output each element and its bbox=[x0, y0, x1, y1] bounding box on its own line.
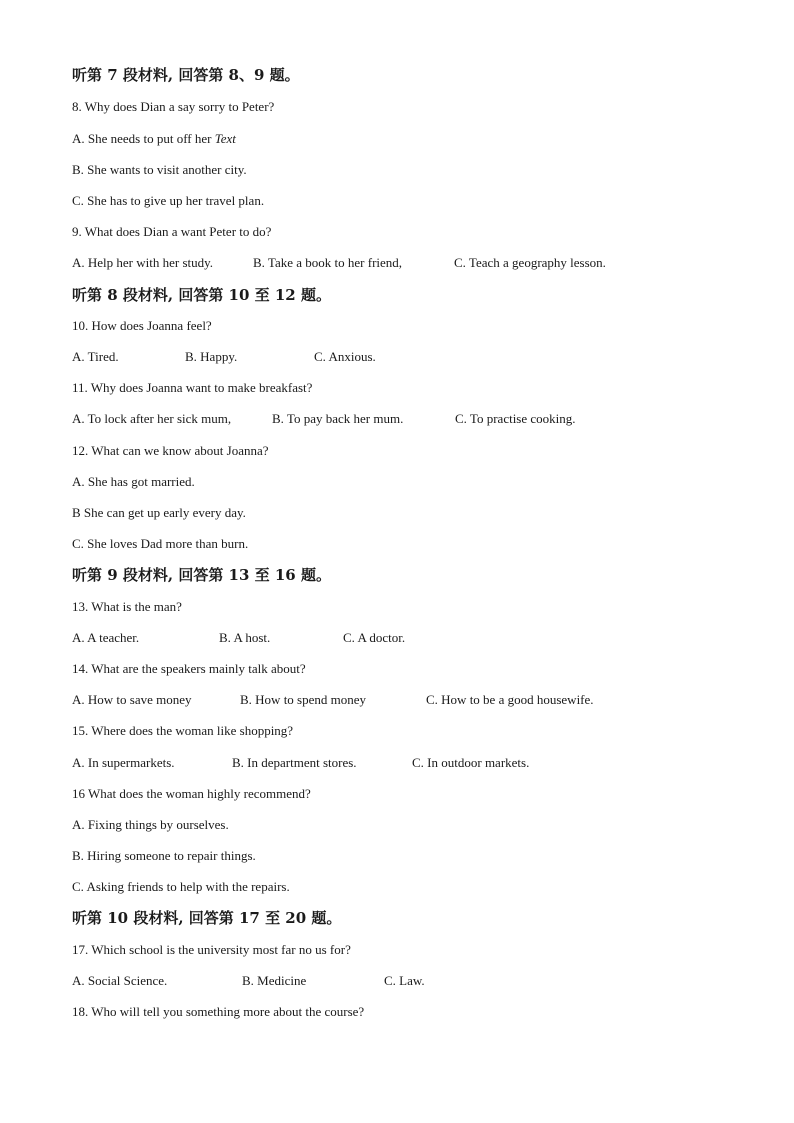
option-14b: B. How to spend money bbox=[240, 692, 367, 707]
options-10 bbox=[72, 349, 772, 365]
option-12a: A. She has got married. bbox=[72, 474, 195, 489]
option-12c: C. She loves Dad more than burn. bbox=[72, 536, 249, 551]
options-14 bbox=[72, 692, 772, 708]
option-15a: A. In supermarkets. bbox=[72, 755, 175, 770]
question-18: 18. Who will tell you something more about the course? bbox=[72, 1004, 365, 1019]
option-10b: B. Happy. bbox=[185, 349, 238, 364]
options-9 bbox=[72, 255, 772, 271]
option-8c: C. She has to give up her travel plan. bbox=[72, 193, 265, 208]
section-heading-10: 听第 10 段材料, 回答第 17 至 20 题。 bbox=[72, 909, 342, 927]
question-14: 14. What are the speakers mainly talk about? bbox=[72, 661, 306, 676]
question-11: 11. Why does Joanna want to make breakfast? bbox=[72, 380, 313, 395]
option-9b: B. Take a book to her friend, bbox=[253, 255, 403, 270]
option-17b: B. Medicine bbox=[242, 973, 307, 988]
options-11 bbox=[72, 411, 772, 427]
option-17a: A. Social Science. bbox=[72, 973, 168, 988]
option-16b: B. Hiring someone to repair things. bbox=[72, 848, 256, 863]
option-14c: C. How to be a good housewife. bbox=[426, 692, 594, 707]
options-17 bbox=[72, 973, 772, 989]
option-13b: B. A host. bbox=[219, 630, 271, 645]
question-10: 10. How does Joanna feel? bbox=[72, 318, 212, 333]
option-8b: B. She wants to visit another city. bbox=[72, 162, 247, 177]
option-12b: B She can get up early every day. bbox=[72, 505, 246, 520]
options-15 bbox=[72, 755, 772, 771]
option-11c: C. To practise cooking. bbox=[455, 411, 576, 426]
question-13: 13. What is the man? bbox=[72, 599, 182, 614]
section-heading-9: 听第 9 段材料, 回答第 13 至 16 题。 bbox=[72, 566, 331, 584]
option-13a: A. A teacher. bbox=[72, 630, 140, 645]
option-16c: C. Asking friends to help with the repairs. bbox=[72, 879, 290, 894]
option-8a bbox=[72, 131, 236, 147]
option-10a: A. Tired. bbox=[72, 349, 119, 364]
option-8a-text: A. She needs to put off her bbox=[72, 131, 215, 146]
option-15c: C. In outdoor markets. bbox=[412, 755, 530, 770]
option-13c: C. A doctor. bbox=[343, 630, 406, 645]
option-10c: C. Anxious. bbox=[314, 349, 376, 364]
question-8: 8. Why does Dian a say sorry to Peter? bbox=[72, 99, 275, 114]
section-heading-8: 听第 8 段材料, 回答第 10 至 12 题。 bbox=[72, 286, 331, 304]
question-16: 16 What does the woman highly recommend? bbox=[72, 786, 311, 801]
question-17: 17. Which school is the university most far no us for? bbox=[72, 942, 351, 957]
question-12: 12. What can we know about Joanna? bbox=[72, 443, 269, 458]
option-9a: A. Help her with her study. bbox=[72, 255, 214, 270]
option-14a: A. How to save money bbox=[72, 692, 192, 707]
option-17c: C. Law. bbox=[384, 973, 425, 988]
question-15: 15. Where does the woman like shopping? bbox=[72, 723, 294, 738]
option-11a: A. To lock after her sick mum, bbox=[72, 411, 232, 426]
option-11b: B. To pay back her mum. bbox=[272, 411, 404, 426]
question-9: 9. What does Dian a want Peter to do? bbox=[72, 224, 272, 239]
section-heading-7: 听第 7 段材料, 回答第 8、9 题。 bbox=[72, 66, 300, 84]
options-13 bbox=[72, 630, 772, 646]
option-16a: A. Fixing things by ourselves. bbox=[72, 817, 229, 832]
option-15b: B. In department stores. bbox=[232, 755, 357, 770]
option-9c: C. Teach a geography lesson. bbox=[454, 255, 606, 270]
option-8a-emph: Text bbox=[214, 131, 236, 146]
